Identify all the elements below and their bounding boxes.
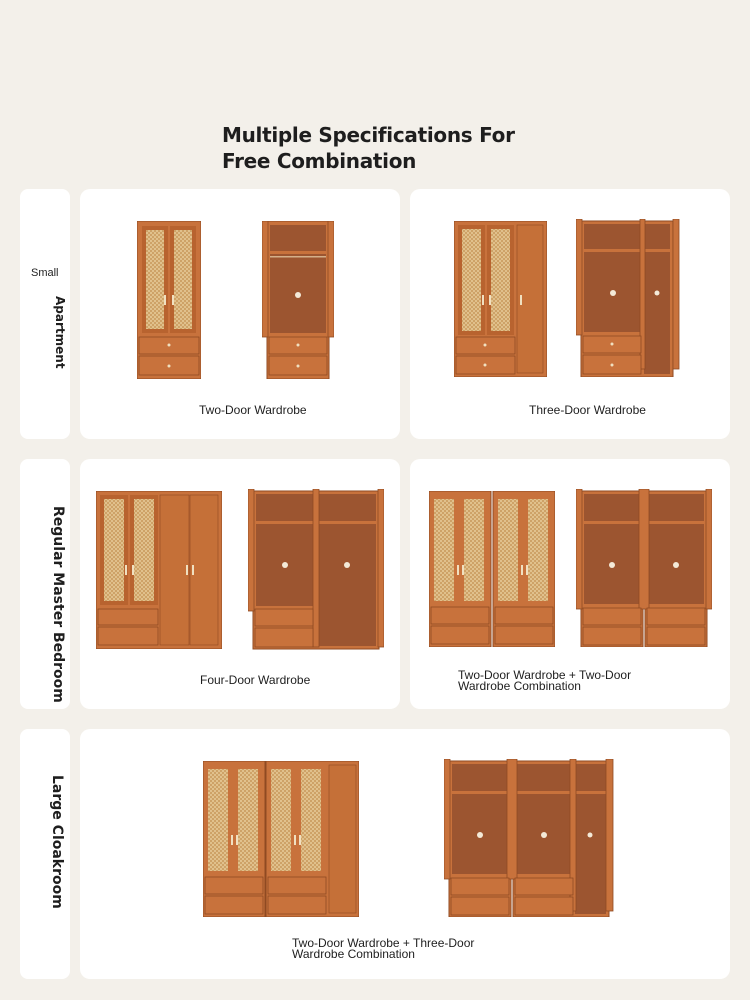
four-door-wardrobe-closed-image: [96, 491, 222, 649]
four-door-wardrobe-open-image: [248, 489, 384, 651]
section-label-large-cloakroom-text: Large Cloakroom: [49, 775, 65, 909]
caption-two-door-wardrobe: Two-Door Wardrobe: [199, 403, 307, 417]
card-two-door-wardrobe: [80, 189, 400, 439]
section-label-small-apartment: [20, 189, 70, 439]
caption-two-two-line-1: Two-Door Wardrobe + Two-Door: [458, 668, 632, 682]
two-three-combination-closed-image: [203, 761, 359, 917]
two-two-combination-open-image: [576, 489, 712, 647]
two-three-combination-open-image: [444, 759, 614, 917]
page-title-line-1: Multiple Specifications For: [222, 123, 515, 147]
section-label-small: Small: [31, 267, 59, 279]
section-label-large-cloakroom: [20, 729, 70, 979]
three-door-wardrobe-open-image: [576, 219, 680, 377]
card-two-three-combination: [80, 729, 730, 979]
caption-two-three-line-1: Two-Door Wardrobe + Three-Door: [292, 936, 475, 950]
caption-two-two-line-2: Wardrobe Combination: [458, 679, 581, 693]
two-door-wardrobe-closed-image: [137, 221, 201, 379]
three-door-wardrobe-closed-image: [454, 221, 547, 377]
page-title: [222, 122, 642, 174]
caption-four-door-wardrobe: Four-Door Wardrobe: [200, 673, 311, 687]
card-two-two-combination: [410, 459, 730, 709]
card-four-door-wardrobe: [80, 459, 400, 709]
card-three-door-wardrobe: [410, 189, 730, 439]
section-label-regular-master-bedroom-text: Regular Master Bedroom: [50, 506, 66, 703]
section-label-regular-master-bedroom: [20, 459, 70, 709]
page-title-line-2: Free Combination: [222, 149, 417, 173]
section-label-apartment: Apartment: [53, 296, 67, 369]
caption-two-two-combination: [458, 670, 631, 692]
two-door-wardrobe-open-image: [262, 221, 334, 379]
caption-two-three-combination: [292, 938, 474, 960]
caption-three-door-wardrobe: Three-Door Wardrobe: [529, 403, 646, 417]
caption-two-three-line-2: Wardrobe Combination: [292, 947, 415, 961]
two-two-combination-closed-image: [429, 491, 555, 647]
